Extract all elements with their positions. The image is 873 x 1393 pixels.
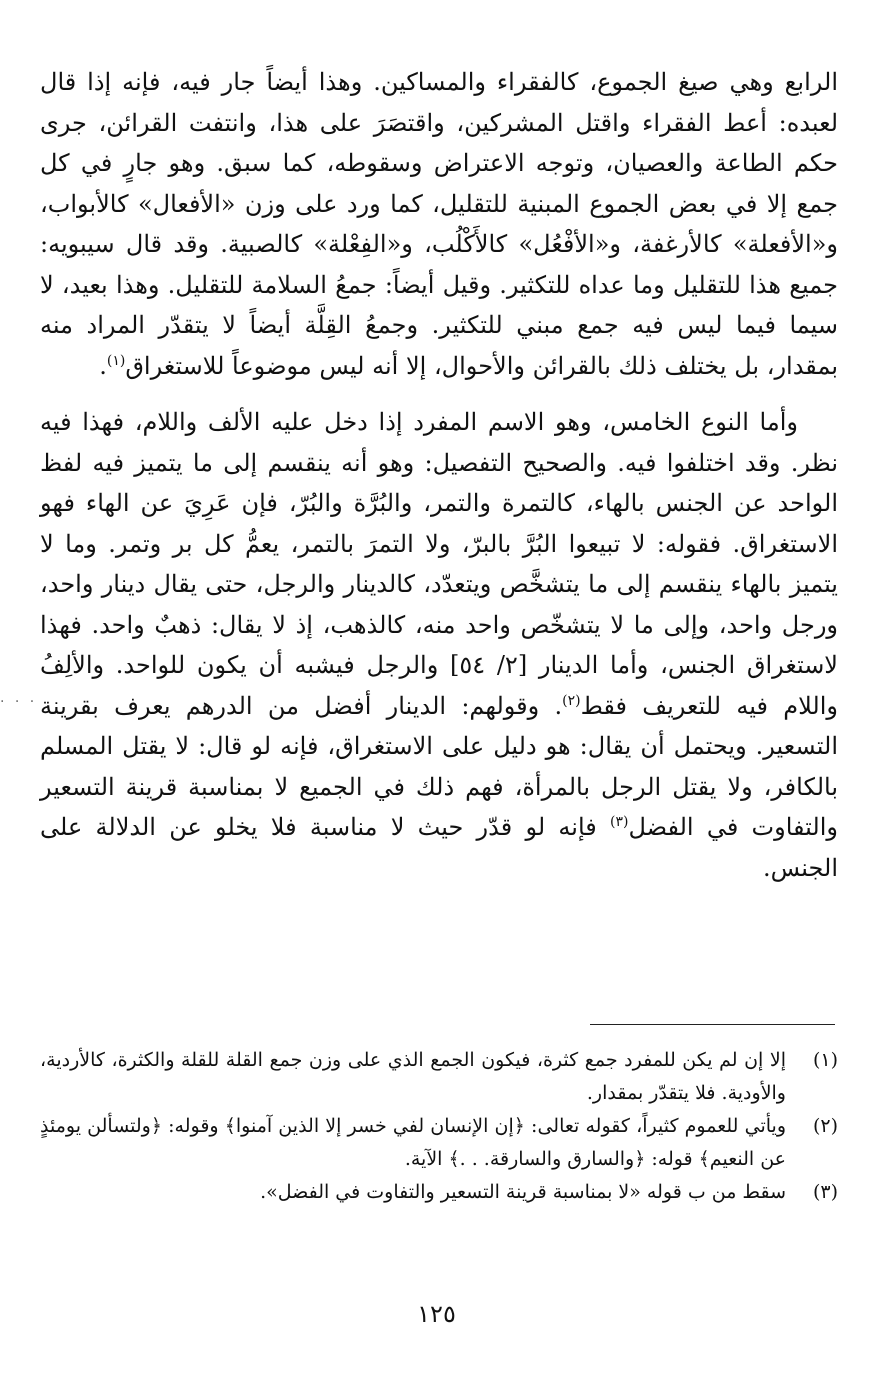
footnote-text: ويأتي للعموم كثيراً، كقوله تعالى: ﴿إن الإنسان لفي خسر إلا الذين آمنوا﴾ وقوله: ﴿ولتسألن يومئذٍ عن النعيم﴾ قوله: ﴿والسارق والسارقة. . .﴾ الآية. [40, 1115, 786, 1170]
footnote-ref-1: (١) [106, 352, 126, 369]
footnote-2 [40, 1110, 838, 1176]
paragraph-2-text-c: فإنه لو قدّر حيث لا مناسبة فلا يخلو عن الدلالة على الجنس. [40, 813, 838, 882]
footnote-separator [590, 1024, 835, 1025]
footnote-ref-2: (٢) [562, 692, 581, 709]
paragraph-1-text: الرابع وهي صيغ الجموع، كالفقراء والمساكين. وهذا أيضاً جار فيه، فإنه إذا قال لعبده: أعط الفقراء واقتل المشركين، واقتصَرَ على هذا، وانتفت القرائن، جرى حكم الطاعة والعصيان، وتوجه الاعتراض وسقوطه، كما سبق. وهو جارٍ في كل جمع إلا في بعض الجموع المبنية للتقليل، كما ورد على وزن «الأفعال» كالأبواب، و«الأفعلة» كالأرغفة، و«الأفْعُل» كالأَكْلُب، و«الفِعْلة» كالصبية. وقد قال سيبويه: جميع هذا للتقليل وما عداه للتكثير. وقيل أيضاً: جمعُ السلامة للتقليل. وهذا بعيد، لا سيما فيما ليس فيه جمع مبني للتكثير. وجمعُ القِلَّة أيضاً لا يتقدّر المراد منه بمقدار، بل يختلف ذلك بالقرائن والأحوال، إلا أنه ليس موضوعاً للاستغراق [40, 68, 838, 380]
footnote-3 [40, 1176, 838, 1209]
footnote-text: إلا إن لم يكن للمفرد جمع كثرة، فيكون الجمع الذي على وزن جمع القلة للقلة والكثرة، كالأردية، والأودية. فلا يتقدّر بمقدار. [40, 1049, 786, 1104]
footnote-ref-3: (٣) [610, 814, 629, 830]
scan-artifact-dots: . . . [0, 690, 38, 706]
footnote-text: سقط من ب قوله «لا بمناسبة قرينة التسعير والتفاوت في الفضل». [260, 1181, 786, 1203]
paragraph-2-text-a: وأما النوع الخامس، وهو الاسم المفرد إذا دخل عليه الألف واللام، فهذا فيه نظر. وقد اختلفوا فيه. والصحيح التفصيل: وهو أنه ينقسم إلى ما يتميز فيه لفظ الواحد عن الجنس بالهاء، كالتمرة والتمر، والبُرَّة والبُرّ، فإن عَرِيَ عن الهاء فهو الاستغراق. فقوله: لا تبيعوا البُرَّ بالبرّ، ولا التمرَ بالتمر، يعمُّ كل بر وتمر. وما لا يتميز بالهاء ينقسم إلى ما يتشخَّص ويتعدّد، كالدينار والرجل، حتى يقال دينار واحد، ورجل واحد، وإلى ما لا يتشخّص واحد منه، كالذهب، إذ لا يقال: ذهبٌ واحد. فهذا لاستغراق الجنس، وأما الدينار [٢/ ٥٤] والرجل فيشبه أن يكون للواحد. والألِفُ واللام فيه للتعريف فقط [40, 408, 839, 720]
footnote-number: (٢) [812, 1115, 838, 1137]
page-number: ١٢٥ [417, 1300, 456, 1328]
paragraph-2-text-b: . وقولهم: الدينار أفضل من الدرهم يعرف بقرينة التسعير. ويحتمل أن يقال: هو دليل على الاستغراق، فإنه لو قال: لا يقتل المسلم بالكافر، ولا يقتل الرجل بالمرأة، فهم ذلك في الجميع لا بمناسبة قرينة التسعير والتفاوت في الفضل [40, 691, 838, 841]
footnote-number: (١) [812, 1049, 838, 1071]
footnote-1 [40, 1044, 838, 1110]
main-text-body [40, 62, 838, 888]
paragraph-2 [40, 402, 838, 888]
footnotes [40, 1044, 838, 1209]
paragraph-1 [40, 62, 838, 386]
footnote-number: (٣) [812, 1181, 838, 1203]
paragraph-1-end: . [99, 351, 107, 380]
